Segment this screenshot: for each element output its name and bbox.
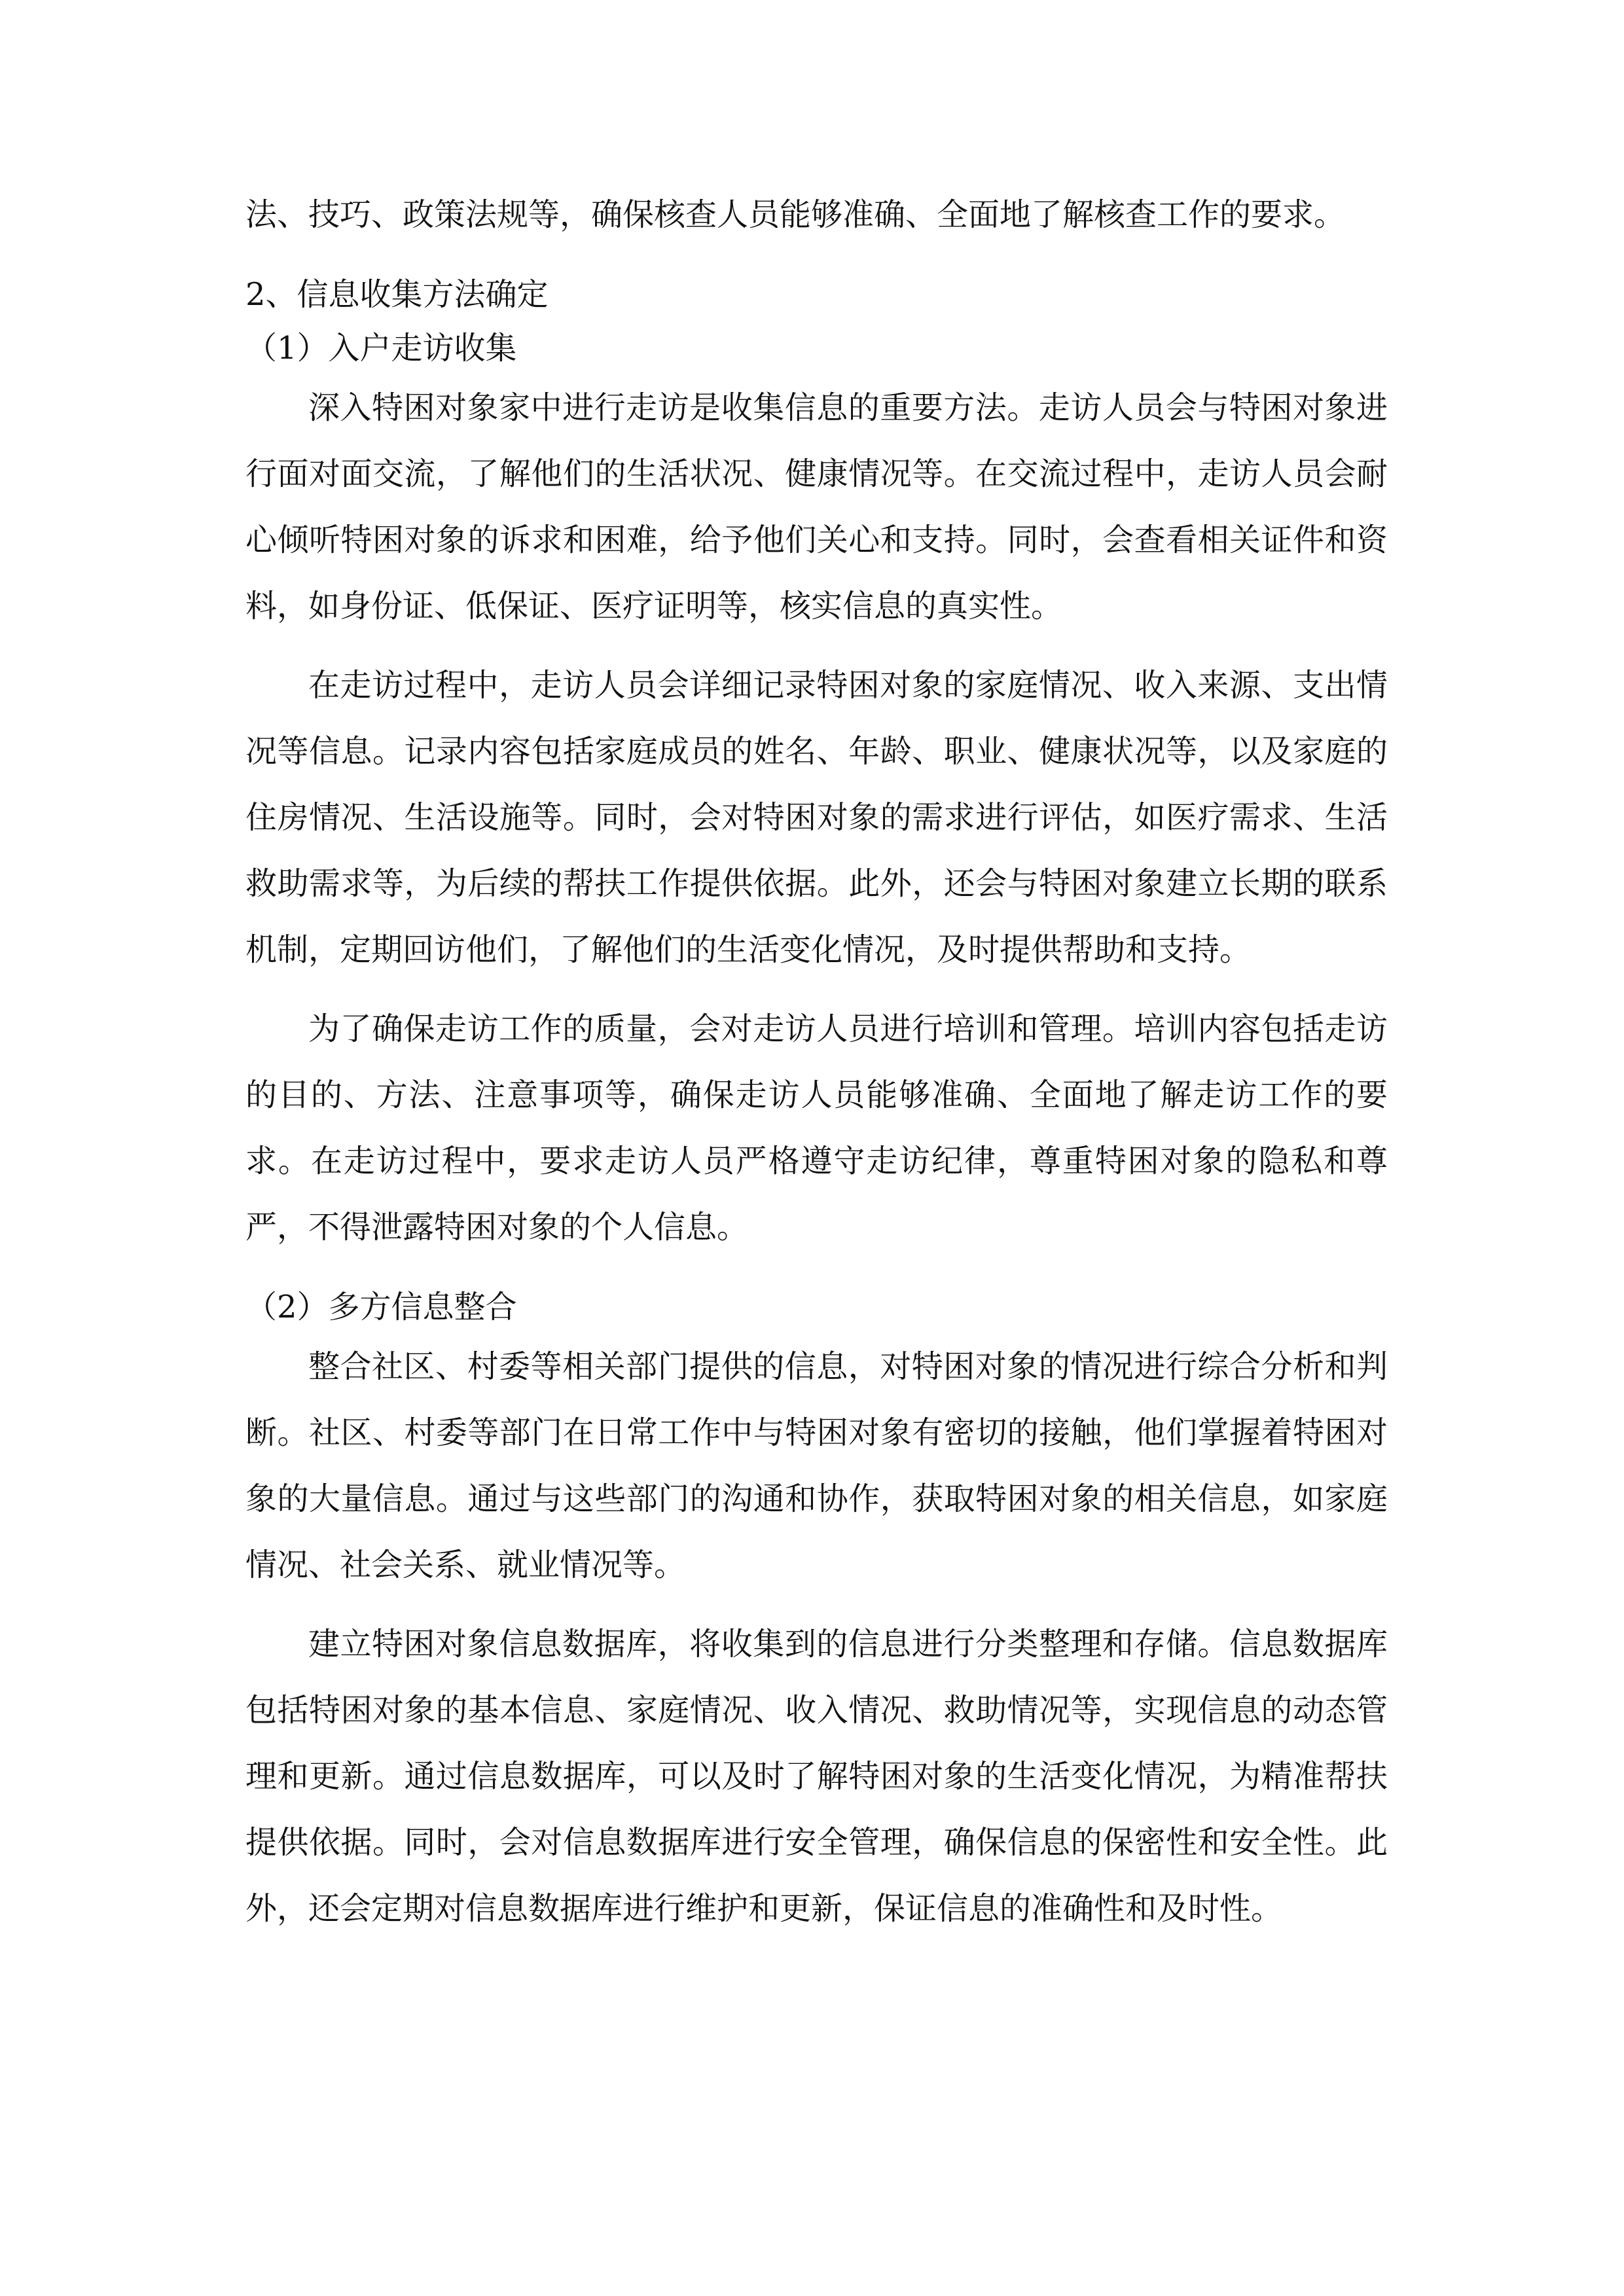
paragraph-home-visit-3: 为了确保走访工作的质量，会对走访人员进行培训和管理。培训内容包括走访的目的、方法、注意事项等，确保走访人员能够准确、全面地了解走访工作的要求。在走访过程中，要求走访人员严格遵守走访纪律，尊重特困对象的隐私和尊严，不得泄露特困对象的个人信息。 bbox=[245, 1011, 1388, 1246]
continuation-paragraph: 法、技巧、政策法规等，确保核查人员能够准确、全面地了解核查工作的要求。 bbox=[245, 196, 1346, 233]
paragraph-info-integration-1: 整合社区、村委等相关部门提供的信息，对特困对象的情况进行综合分析和判断。社区、村委等部门在日常工作中与特困对象有密切的接触，他们掌握着特困对象的大量信息。通过与这些部门的沟通和协作，获取特困对象的相关信息，如家庭情况、社会关系、就业情况等。 bbox=[245, 1348, 1388, 1583]
subsection-heading-1: （1）入户走访收集 bbox=[245, 330, 517, 367]
document-body bbox=[245, 182, 1388, 1942]
paragraph-info-integration-2: 建立特困对象信息数据库，将收集到的信息进行分类整理和存储。信息数据库包括特困对象的基本信息、家庭情况、收入情况、救助情况等，实现信息的动态管理和更新。通过信息数据库，可以及时了解特困对象的生活变化情况，为精准帮扶提供依据。同时，会对信息数据库进行安全管理，确保信息的保密性和安全性。此外，还会定期对信息数据库进行维护和更新，保证信息的准确性和及时性。 bbox=[245, 1626, 1388, 1927]
section-heading-2: 2、信息收集方法确定 bbox=[245, 276, 549, 313]
paragraph-home-visit-2: 在走访过程中，走访人员会详细记录特困对象的家庭情况、收入来源、支出情况等信息。记录内容包括家庭成员的姓名、年龄、职业、健康状况等，以及家庭的住房情况、生活设施等。同时，会对特困对象的需求进行评估，如医疗需求、生活救助需求等，为后续的帮扶工作提供依据。此外，还会与特困对象建立长期的联系机制，定期回访他们，了解他们的生活变化情况，及时提供帮助和支持。 bbox=[245, 667, 1388, 968]
paragraph-home-visit-1: 深入特困对象家中进行走访是收集信息的重要方法。走访人员会与特困对象进行面对面交流，了解他们的生活状况、健康情况等。在交流过程中，走访人员会耐心倾听特困对象的诉求和困难，给予他们关心和支持。同时，会查看相关证件和资料，如身份证、低保证、医疗证明等，核实信息的真实性。 bbox=[245, 389, 1388, 624]
subsection-heading-2: （2）多方信息整合 bbox=[245, 1289, 517, 1325]
